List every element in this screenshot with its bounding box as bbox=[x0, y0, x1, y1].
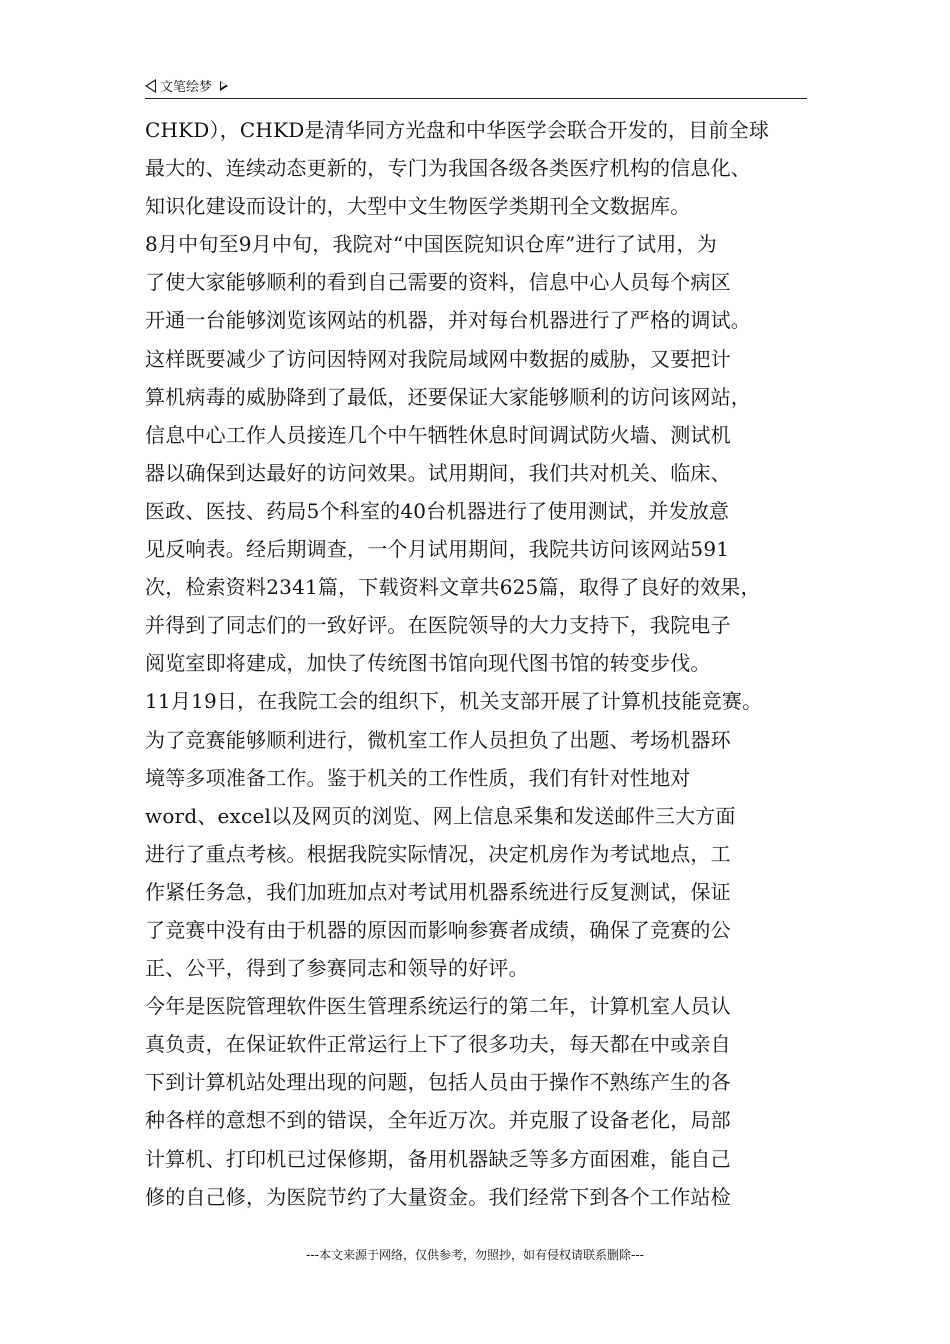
body-line: 进行了重点考核。根据我院实际情况，决定机房作为考试地点，工 bbox=[145, 841, 731, 866]
body-line: 8月中旬至9月中旬，我院对“中国医院知识仓库”进行了试用，为 bbox=[145, 232, 717, 257]
body-line: 信息中心工作人员接连几个中午牺牲休息时间调试防火墙、测试机 bbox=[145, 422, 731, 447]
body-line: 最大的、连续动态更新的，专门为我国各级各类医疗机构的信息化、 bbox=[145, 156, 751, 181]
body-line: 并得到了同志们的一致好评。在医院领导的大力支持下，我院电子 bbox=[145, 613, 731, 638]
body-line: 下到计算机站处理出现的问题，包括人员由于操作不熟练产生的各 bbox=[145, 1070, 731, 1095]
body-line: word、excel以及网页的浏览、网上信息采集和发送邮件三大方面 bbox=[145, 803, 736, 828]
page-header bbox=[145, 74, 807, 99]
body-line: 次，检索资料2341篇，下载资料文章共625篇，取得了良好的效果， bbox=[145, 575, 761, 600]
header-title: 文笔绘梦 bbox=[160, 80, 213, 95]
body-line: 计算机、打印机已过保修期，备用机器缺乏等多方面困难，能自己 bbox=[145, 1146, 731, 1171]
document-body bbox=[145, 111, 815, 1216]
body-line: 了竞赛中没有由于机器的原因而影响参赛者成绩，确保了竞赛的公 bbox=[145, 917, 731, 942]
page-footer: ---本文来源于网络，仅供参考，勿照抄，如有侵权请联系删除--- bbox=[306, 1248, 644, 1262]
body-line: 为了竞赛能够顺利进行，微机室工作人员担负了出题、考场机器环 bbox=[145, 727, 731, 752]
body-line: 开通一台能够浏览该网站的机器，并对每台机器进行了严格的调试。 bbox=[145, 308, 751, 333]
body-line: 医政、医技、药局5个科室的40台机器进行了使用测试，并发放意 bbox=[145, 498, 730, 523]
triangle-left-icon bbox=[145, 79, 156, 93]
body-line: CHKD），CHKD是清华同方光盘和中华医学会联合开发的，目前全球 bbox=[145, 118, 770, 142]
header-brand bbox=[145, 76, 228, 95]
body-line: 境等多项准备工作。鉴于机关的工作性质，我们有针对性地对 bbox=[145, 765, 691, 790]
body-line: 阅览室即将建成，加快了传统图书馆向现代图书馆的转变步伐。 bbox=[145, 651, 711, 676]
body-line: 修的自己修，为医院节约了大量资金。我们经常下到各个工作站检 bbox=[145, 1184, 731, 1209]
body-line: 11月19日，在我院工会的组织下，机关支部开展了计算机技能竞赛。 bbox=[145, 689, 763, 714]
body-line: 真负责，在保证软件正常运行上下了很多功夫，每天都在中或亲自 bbox=[145, 1032, 731, 1057]
triangle-right-icon bbox=[220, 81, 228, 91]
body-line: 知识化建设而设计的，大型中文生物医学类期刊全文数据库。 bbox=[145, 194, 691, 219]
body-line: 器以确保到达最好的访问效果。试用期间，我们共对机关、临床、 bbox=[145, 460, 731, 485]
body-line: 算机病毒的威胁降到了最低，还要保证大家能够顺利的访问该网站， bbox=[145, 384, 751, 409]
body-line: 见反响表。经后期调查，一个月试用期间，我院共访问该网站591 bbox=[145, 537, 730, 562]
body-line: 今年是医院管理软件医生管理系统运行的第二年，计算机室人员认 bbox=[145, 994, 731, 1019]
body-line: 作紧任务急，我们加班加点对考试用机器系统进行反复测试，保证 bbox=[145, 879, 731, 904]
body-line: 了使大家能够顺利的看到自己需要的资料，信息中心人员每个病区 bbox=[145, 270, 731, 295]
body-line: 种各样的意想不到的错误，全年近万次。并克服了设备老化，局部 bbox=[145, 1108, 731, 1133]
body-line: 正、公平，得到了参赛同志和领导的好评。 bbox=[145, 956, 529, 981]
body-line: 这样既要减少了访问因特网对我院局域网中数据的威胁，又要把计 bbox=[145, 346, 731, 371]
